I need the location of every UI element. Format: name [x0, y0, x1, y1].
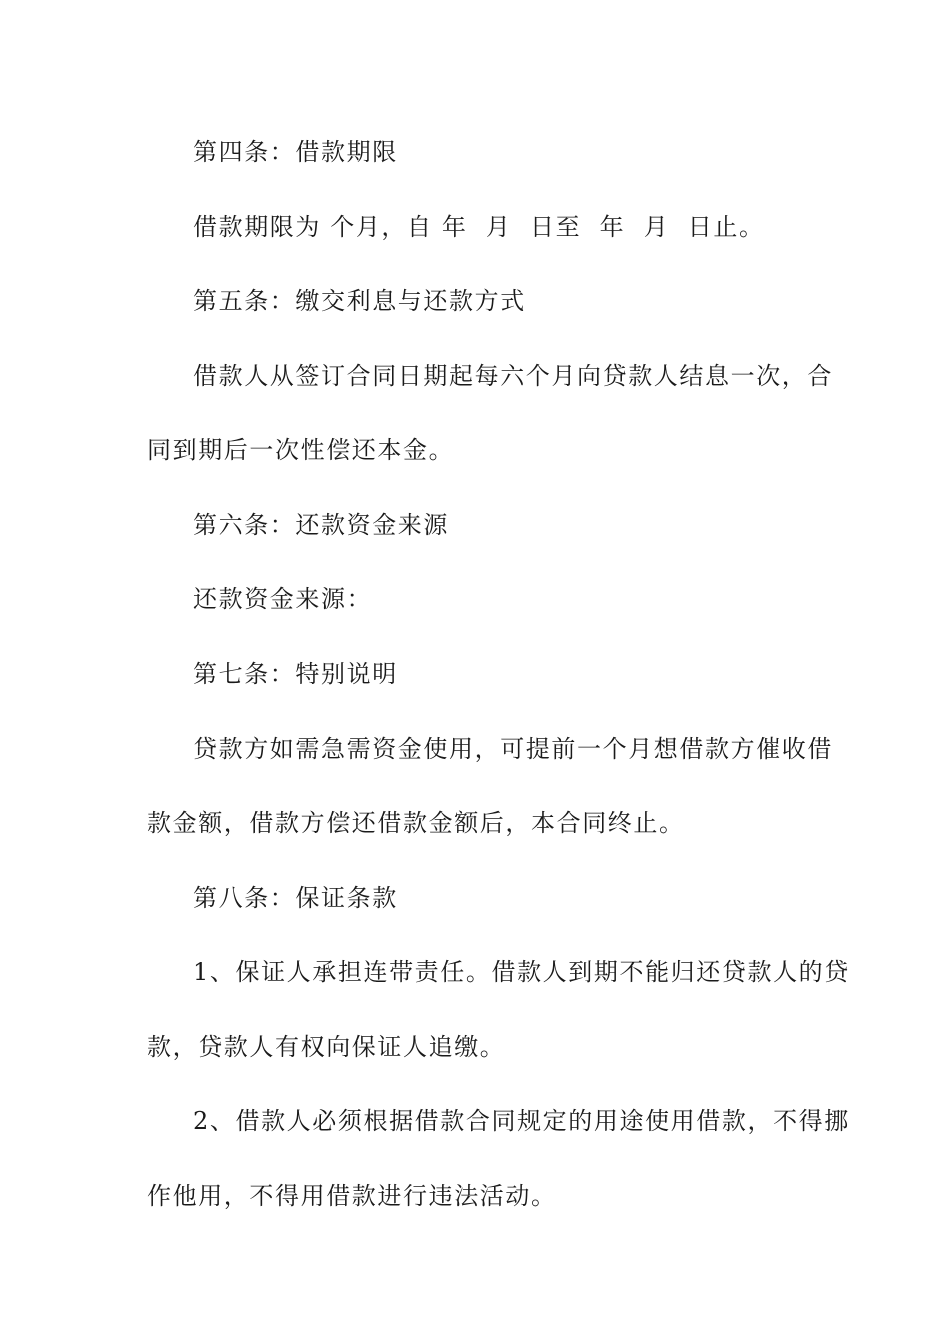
- article-7-text-line-2: 款金额，借款方偿还借款金额后，本合同终止。: [147, 809, 685, 837]
- article-8-item-2-line-2: 作他用，不得用借款进行违法活动。: [147, 1182, 557, 1210]
- article-5-heading: 第五条：缴交利息与还款方式: [193, 287, 526, 315]
- article-8-item-1-line-2: 款，贷款人有权向保证人追缴。: [147, 1033, 506, 1061]
- article-6-heading: 第六条：还款资金来源: [193, 511, 449, 539]
- article-4-heading: 第四条：借款期限: [193, 138, 398, 166]
- article-7-heading: 第七条：特别说明: [193, 660, 398, 688]
- article-8-item-1-line-1: 1、保证人承担连带责任。借款人到期不能归还贷款人的贷: [193, 958, 850, 986]
- article-7-text-line-1: 贷款方如需急需资金使用，可提前一个月想借款方催收借: [193, 735, 833, 763]
- article-6-text: 还款资金来源：: [193, 585, 373, 613]
- article-8-item-2-line-1: 2、借款人必须根据借款合同规定的用途使用借款，不得挪: [193, 1107, 850, 1135]
- article-4-text: 借款期限为 个月，自 年 月 日至 年 月 日止。: [193, 213, 765, 241]
- article-8-heading: 第八条：保证条款: [193, 884, 398, 912]
- article-5-text-line-1: 借款人从签订合同日期起每六个月向贷款人结息一次，合: [193, 362, 833, 390]
- article-5-text-line-2: 同到期后一次性偿还本金。: [147, 436, 455, 464]
